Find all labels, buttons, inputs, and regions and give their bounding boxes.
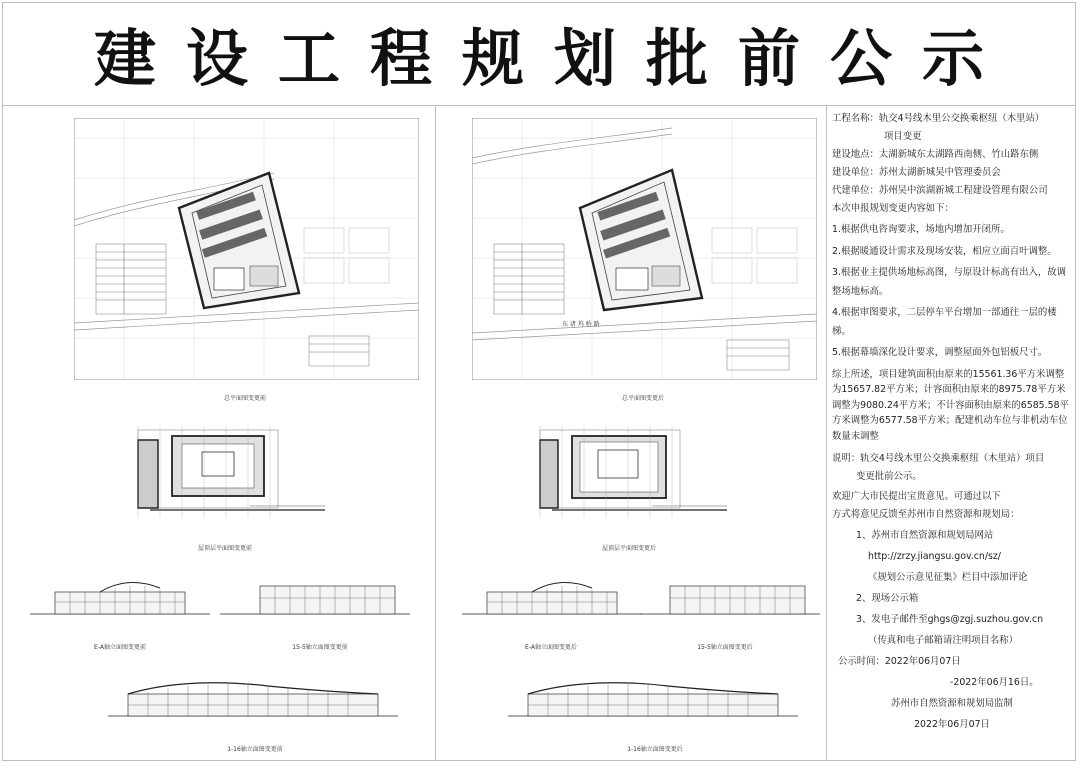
caption-elev-116-before: 1-16轴立面图变更前 xyxy=(227,746,283,753)
agent-row xyxy=(832,182,1072,200)
elevation-155-after-drawing xyxy=(640,574,820,622)
project-name: 轨交4号线木里公交换乘枢纽（木里站） xyxy=(878,113,1045,124)
agent-label: 代建单位： xyxy=(832,185,879,196)
column-divider-right xyxy=(826,106,827,761)
elevation-ea-after-drawing xyxy=(462,574,642,622)
channels-text: 方式将意见反馈至苏州市自然资源和规划局： xyxy=(832,509,1020,520)
period-start: 公示时间：2022年06月07日 xyxy=(838,656,961,667)
fax-note: （传真和电子邮箱请注明项目名称） xyxy=(868,635,1019,646)
channel-3[interactable]: 3、发电子邮件至ghgs@zgj.suzhou.gov.cn xyxy=(856,614,1044,625)
change-intro: 本次申报规划变更内容如下： xyxy=(832,203,954,214)
change-item-4: 4.根据审图要求，二层停车平台增加一部通往一层的楼梯。 xyxy=(832,307,1057,337)
builder-row xyxy=(832,164,1072,182)
caption-elev-155-before: 15-5轴立面图变更前 xyxy=(292,644,348,651)
publish-date: 2022年06月07日 xyxy=(914,719,990,730)
project-name-label: 工程名称： xyxy=(832,113,879,124)
project-name-row xyxy=(832,110,1072,128)
change-item-1: 1.根据供电咨询要求，场地内增加开闭所。 xyxy=(832,224,1010,235)
builder: 苏州太湖新城吴中管理委员会 xyxy=(878,167,1001,178)
page-title: 建设工程规划批前公示 xyxy=(93,22,1014,95)
change-item-3: 3.根据业主提供场地标高图，与原设计标高有出入，故调整场地标高。 xyxy=(832,267,1066,297)
supervisor: 苏州市自然资源和规划局监制 xyxy=(891,698,1013,709)
change-item-2: 2.根据暖通设计需求及现场安装，相应立面百叶调整。 xyxy=(832,245,1057,257)
change-item-5: 5.根据幕墙深化设计要求，调整屋面外包铝板尺寸。 xyxy=(832,347,1048,358)
roof-plan-before-drawing xyxy=(130,422,330,522)
area-summary: 综上所述，项目建筑面积由原来的15561.36平方米调整为15657.82平方米；计容面积由原来的8975.78平方米调整为9080.24平方米；不计容面积由原来的6585.58平方米调整为6577.58平方米；配建机动车位与非机动车位数量未调整 xyxy=(832,368,1069,442)
agent: 苏州吴中滨湖新城工程建设管理有限公司 xyxy=(878,185,1048,196)
site-plan-after-drawing xyxy=(472,118,817,380)
site-plan-before-drawing xyxy=(74,118,419,380)
note-line-1: 说明：轨交4号线木里公交换乘枢纽（木里站）项目 xyxy=(832,453,1045,464)
channel-2: 2、现场公示箱 xyxy=(856,593,919,604)
note-line-2: 变更批前公示。 xyxy=(856,471,922,482)
title-band xyxy=(2,2,1076,106)
channel-1: 1、苏州市自然资源和规划局网站 xyxy=(856,530,994,541)
caption-site-after: 总平面图变更后 xyxy=(621,395,664,402)
elevation-ea-before-drawing xyxy=(30,574,210,622)
elevation-155-before-drawing xyxy=(220,574,410,622)
road-label: 东 诸 坞 桥 路 xyxy=(562,321,600,328)
info-panel xyxy=(832,110,1072,734)
caption-roof-after: 屋顶层平面图变更后 xyxy=(601,545,656,552)
column-divider-left xyxy=(435,106,436,761)
roof-plan-after-drawing xyxy=(532,422,732,522)
channel-1-url[interactable]: http://zrzy.jiangsu.gov.cn/sz/ xyxy=(868,551,1001,562)
location-label: 建设地点： xyxy=(832,149,879,160)
caption-roof-before: 屋顶层平面图变更前 xyxy=(197,545,252,552)
location: 太湖新城东太湖路西南侧、竹山路东侧 xyxy=(878,149,1039,160)
caption-elev-ea-before: E-A轴立面图变更前 xyxy=(94,644,146,651)
elevation-116-after-drawing xyxy=(508,674,798,724)
period-end: -2022年06月16日。 xyxy=(950,677,1039,688)
channel-1-note: 《规划公示意见征集》栏目中添加评论 xyxy=(868,572,1028,583)
caption-elev-116-after: 1-16轴立面图变更后 xyxy=(627,746,683,753)
welcome-text: 欢迎广大市民提出宝贵意见。可通过以下 xyxy=(832,491,1001,502)
builder-label: 建设单位： xyxy=(832,167,879,178)
project-name-cont: 项目变更 xyxy=(884,131,922,142)
elevation-116-before-drawing xyxy=(108,674,398,724)
location-row xyxy=(832,146,1072,164)
caption-elev-ea-after: E-A轴立面图变更后 xyxy=(525,644,577,651)
caption-site-before: 总平面图变更前 xyxy=(223,395,266,402)
caption-elev-155-after: 15-5轴立面图变更后 xyxy=(697,644,753,651)
